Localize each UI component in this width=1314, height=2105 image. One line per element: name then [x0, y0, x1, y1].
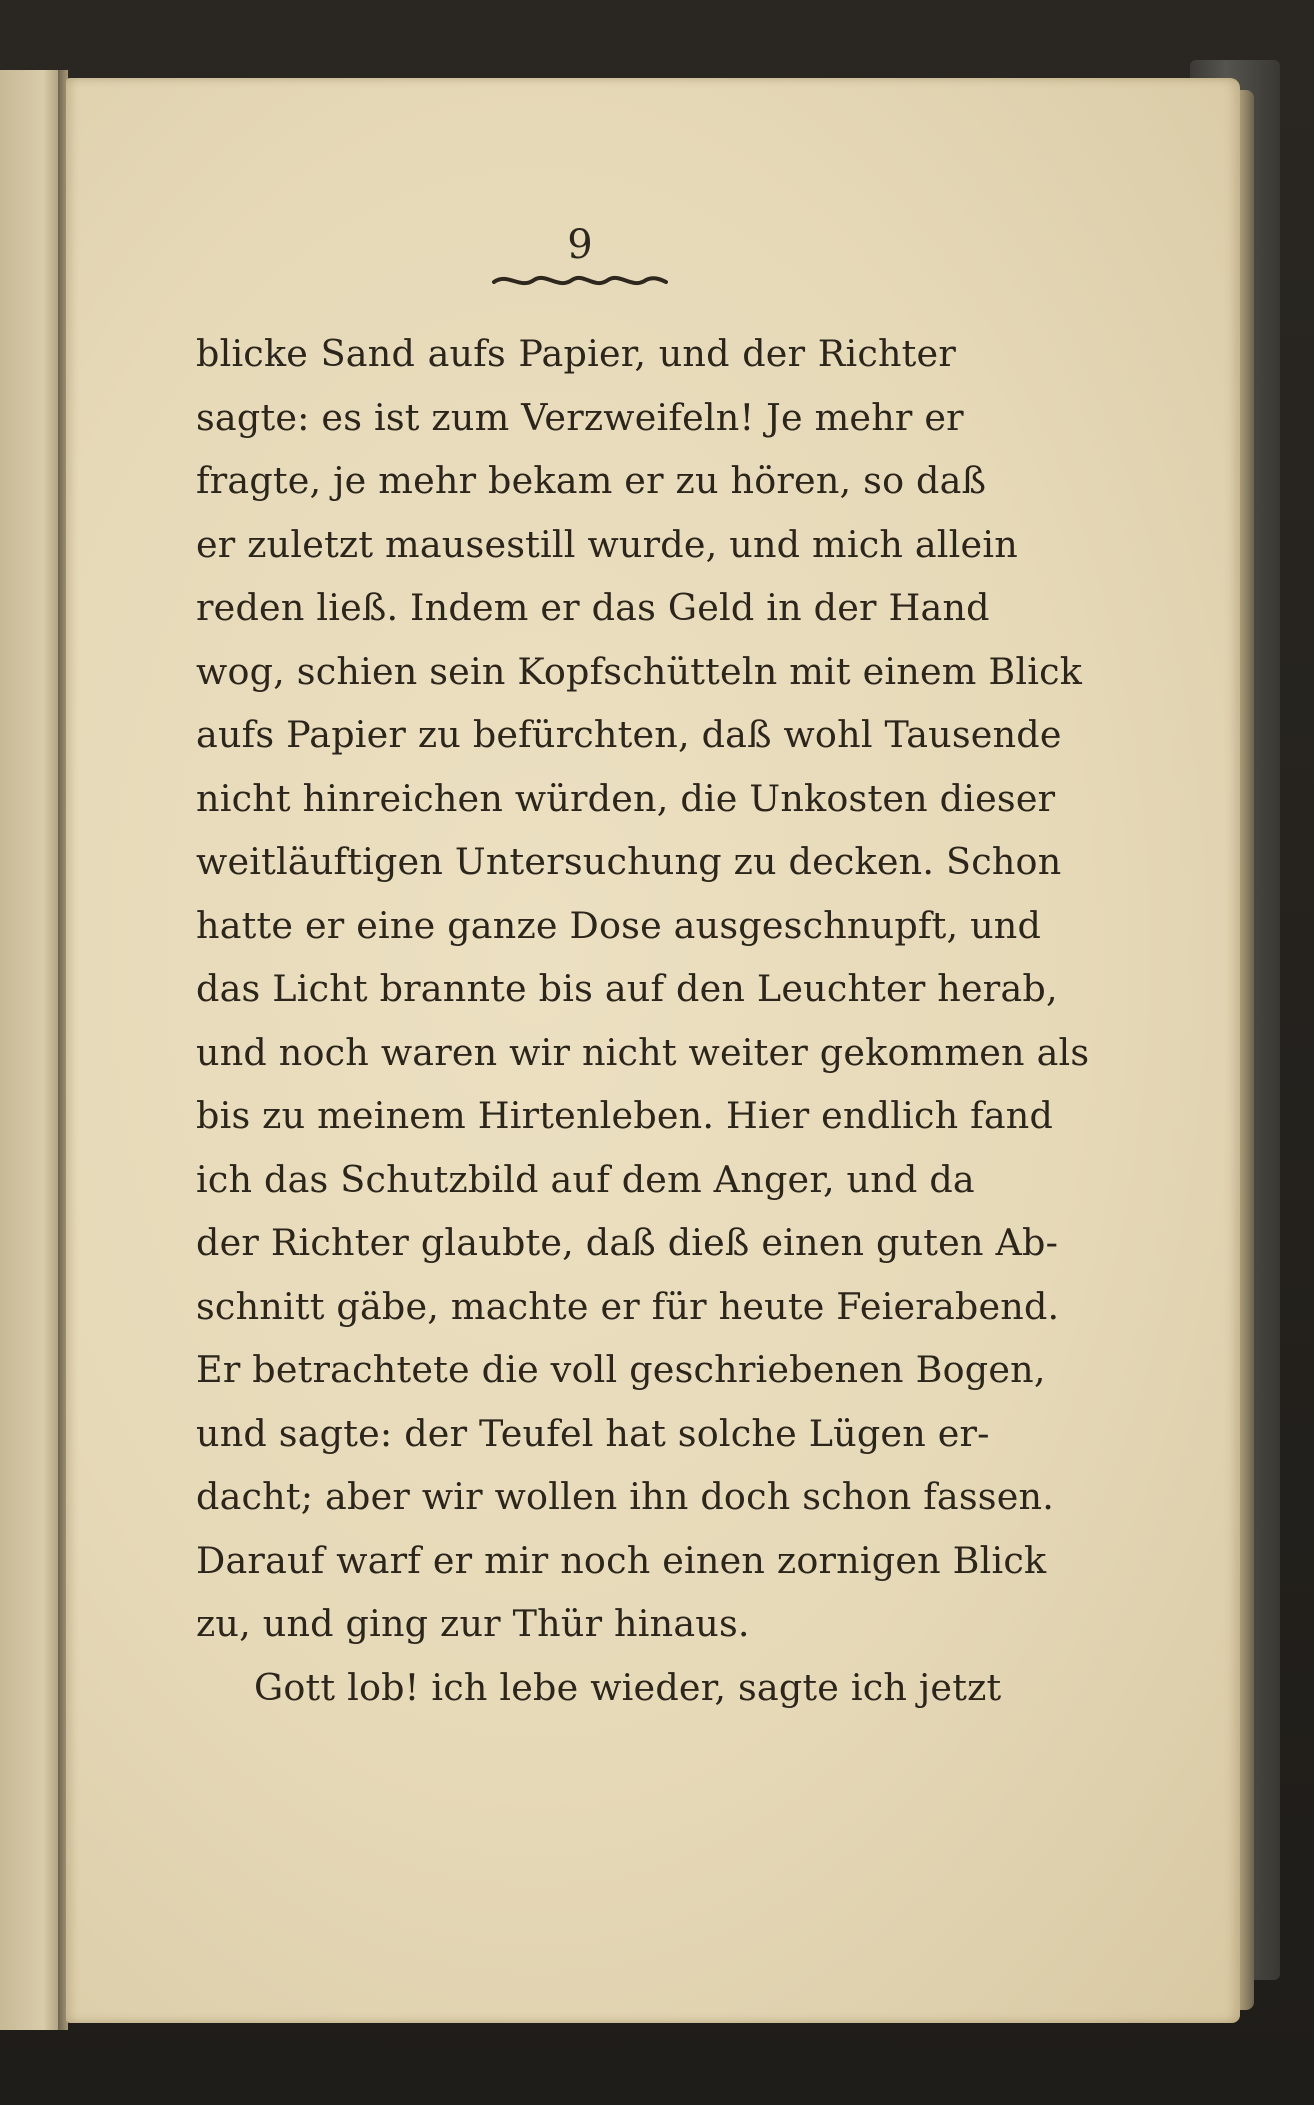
body-text — [196, 322, 1090, 1719]
text-line: zu, und ging zur Thür hinaus. — [196, 1602, 750, 1645]
ornament-divider-icon — [490, 268, 670, 292]
text-line: dacht; aber wir wollen ihn doch schon fassen. — [196, 1475, 1055, 1518]
left-page-edge — [0, 70, 62, 2030]
text-line: wog, schien sein Kopfschütteln mit einem Blick — [196, 649, 1083, 693]
text-line: Darauf warf er mir noch einen zornigen Blick — [196, 1538, 1047, 1582]
text-line: blicke Sand aufs Papier, und der Richter — [196, 332, 956, 375]
text-line: er zuletzt mausestill wurde, und mich allein — [196, 522, 1018, 566]
text-line: aufs Papier zu befürchten, daß wohl Tausende — [196, 713, 1062, 756]
text-line: bis zu meinem Hirtenleben. Hier endlich fand — [196, 1094, 1054, 1137]
text-line: schnitt gäbe, machte er für heute Feierabend. — [196, 1284, 1060, 1328]
page-number: 9 — [567, 222, 593, 268]
text-line: Er betrachtete die voll geschriebenen Bogen, — [196, 1348, 1046, 1391]
text-line: sagte: es ist zum Verzweifeln! Je mehr er — [196, 395, 964, 439]
text-line: hatte er eine ganze Dose ausgeschnupft, und — [196, 903, 1042, 947]
text-line: der Richter glaubte, daß dieß einen guten Ab- — [196, 1221, 1059, 1264]
text-line: fragte, je mehr bekam er zu hören, so daß — [196, 459, 987, 502]
text-line: und sagte: der Teufel hat solche Lügen er- — [196, 1411, 990, 1455]
text-line: weitläuftigen Untersuchung zu decken. Schon — [196, 840, 1062, 883]
text-line: Gott lob! ich lebe wieder, sagte ich jetzt — [254, 1665, 1002, 1709]
text-line: nicht hinreichen würden, die Unkosten dieser — [196, 776, 1056, 820]
text-line: und noch waren wir nicht weiter gekommen als — [196, 1030, 1090, 1074]
text-line: das Licht brannte bis auf den Leuchter herab, — [196, 967, 1058, 1010]
text-line: ich das Schutzbild auf dem Anger, und da — [196, 1157, 975, 1201]
text-line: reden ließ. Indem er das Geld in der Hand — [196, 586, 990, 629]
